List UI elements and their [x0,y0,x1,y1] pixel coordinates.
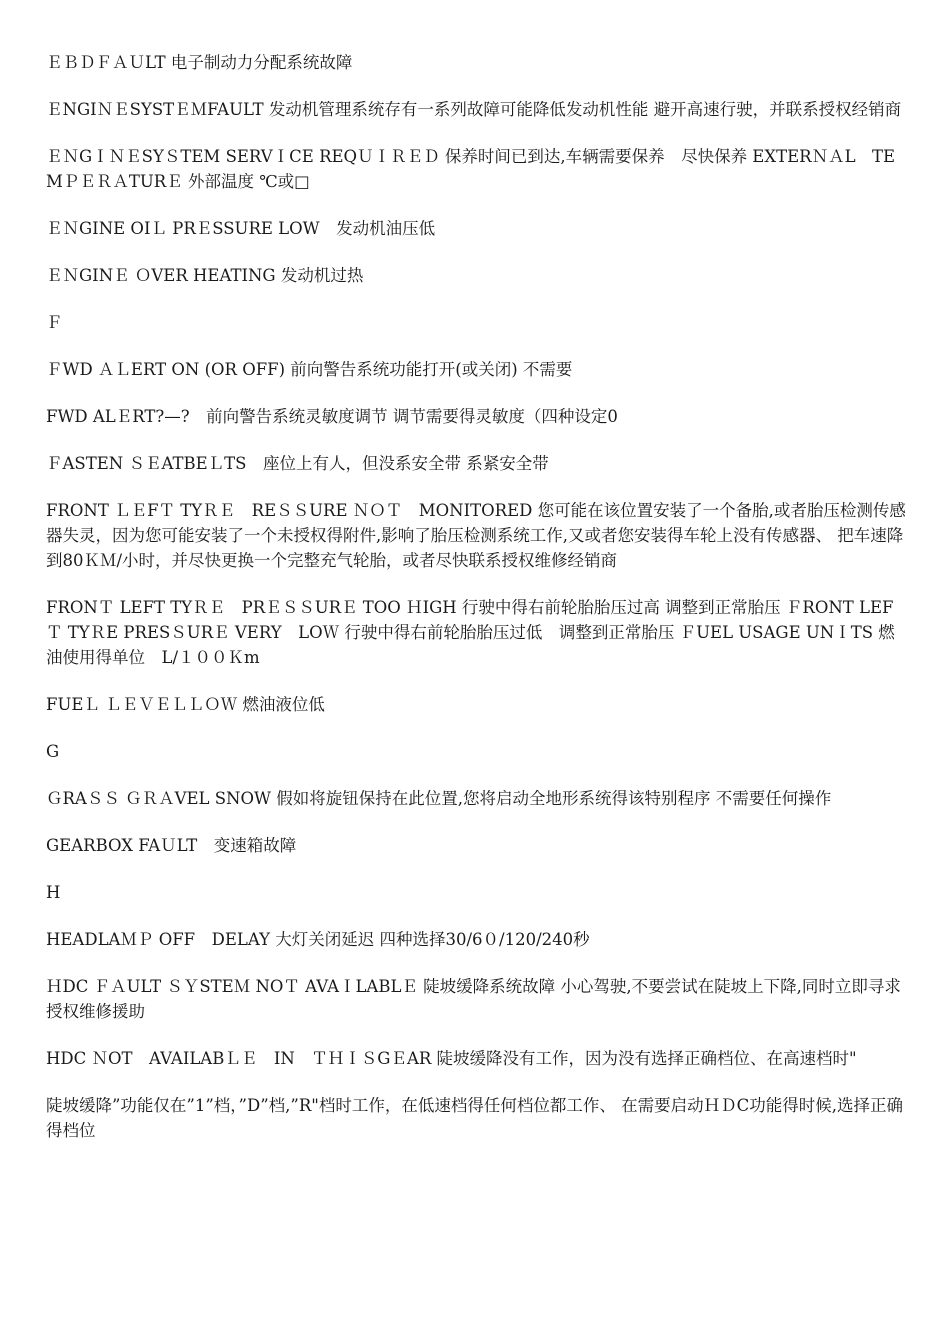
paragraph-hdc-fault-system: ＨDC ＦＡULT ＳＹSTEＭ NOＴ AVAＩLABLＥ 陡坡缓降系统故障 小心驾驶,不要尝试在陡坡上下降,同时立即寻求授权维修援助 [46,977,901,1021]
paragraph-grass-gravel-snow: ＧRAＳＳ ＧＲＡVEL SNOW 假如将旋钮保持在此位置,您将启动全地形系统得该特别程序 不需要任何操作 [46,789,832,808]
section-letter-f: Ｆ [46,313,63,332]
paragraph-front-left-tyre-pressure: FRONＴ LEFT TYＲＥ PRＥＳＳURＥ TOO ＨIGH 行驶中得右前轮胎胎压过高 调整到正常胎压 ＦRONT LEFＴ TYＲE PRESＳURＥ VERY LOＷ 行驶中得右前轮胎胎压过低 调整到正常胎压 ＦUEL USAGE UNＩTS 燃油使用得单位 L/１００Ｋm [46,598,895,667]
paragraph-fuel-level-low: FUEＬ ＬＥＶＥＬＬＯＷ 燃油液位低 [46,695,325,714]
section-letter-g: G [46,742,60,761]
paragraph-fwd-alert-sensitivity: FWD ALＥRT?—? 前向警告系统灵敏度调节 调节需要得灵敏度（四种设定0 [46,407,618,426]
paragraph-ebd-fault: ＥＢＤＦＡＵLT 电子制动力分配系统故障 [46,53,353,72]
paragraph-gearbox-fault: GEARBOX FAＵLT 变速箱故障 [46,836,297,855]
section-letter-h: H [46,883,61,902]
paragraph-engine-service-required: ＥＮGＩＮＥSYＳTEM SERVＩCE REQＵＩＲＥＤ 保养时间已到达,车辆需要保养 尽快保养 EXTERＮＡL TEMＰＥＲＡTURＥ 外部温度 ℃或□ [46,147,896,191]
paragraph-engine-system-fault: ＥNGIＮＥSYSTＥＭFAULT 发动机管理系统存有一系列故障可能降低发动机性能 避开高速行驶，并联系授权经销商 [46,100,902,119]
paragraph-headlamp-off-delay: HEADLAＭＰ OFF DELAY 大灯关闭延迟 四种选择30/6０/120/240秒 [46,930,590,949]
paragraph-fasten-seatbelts: ＦASTEN ＳＥATBEＬTS 座位上有人，但没系安全带 系紧安全带 [46,454,549,473]
document-page [46,50,906,1165]
paragraph-front-left-tyre-not-monitored: FRONT ＬＥFＴ TYＲＥ REＳＳURE ＮＯＴ MONITORED 您可能在该位置安装了一个备胎,或者胎压检测传感器失灵，因为您可能安装了一个未授权得附件,影响了胎压检测系统工作,又或者您安装得车轮上没有传感器、 把车速降到80ＫＭ/小时，并尽快更换一个完整充气轮胎，或者尽快联系授权维修经销商 [46,501,906,570]
paragraph-engine-over-heating: ＥＮGINＥ ＯVER HEATING 发动机过热 [46,266,364,285]
paragraph-hdc-gear-note: 陡坡缓降”功能仅在”1”档，”D”档,”R"档时工作，在低速档得任何档位都工作、 在需要启动ＨＤC功能得时候,选择正确得档位 [46,1096,903,1140]
paragraph-hdc-not-available: HDC ＮOT AVAILABＬＥ IN ＴＨＩＳGＥAR 陡坡缓降没有工作，因为没有选择正确档位、在高速档时" [46,1049,857,1068]
paragraph-engine-oil-pressure-low: ＥＮGINE OIＬ PRＥSSURE LOW 发动机油压低 [46,219,436,238]
paragraph-fwd-alert-on: ＦWD ＡＬERT ON (OR OFF) 前向警告系统功能打开(或关闭) 不需要 [46,360,573,379]
